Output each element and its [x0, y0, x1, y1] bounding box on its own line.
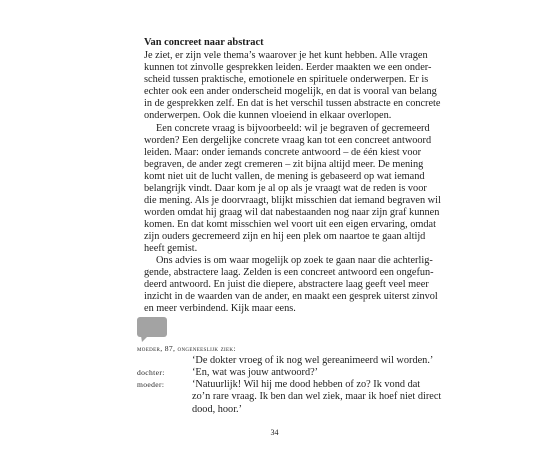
body-line: kunnen tot zinvolle gesprekken leiden. Eerder maakten we een onder- [144, 62, 432, 73]
section-heading: Van concreet naar abstract [144, 37, 264, 48]
body-line: echter ook een ander onderscheid mogelijk, en dat is vooral van belang [144, 86, 437, 97]
dialogue-line: zo’n rare vraag. Ik ben dan wel ziek, maar ik hoef niet direct [192, 391, 442, 403]
body-line: en meer verbindend. Kijk maar eens. [144, 303, 296, 314]
body-line: belangrijk vindt. Daar kom je al op als je vraagt wat de reden is voor [144, 183, 427, 194]
body-line: gende, abstractere laag. Zelden is een concreet antwoord een ongefun- [144, 267, 434, 278]
dialogue-line: ‘En, wat was jouw antwoord?’ [192, 367, 319, 378]
page-number: 34 [270, 428, 279, 437]
body-line: komen. En dat komt misschien wel voort uit een eigen ervaring, omdat [144, 219, 436, 230]
dialogue-speech [192, 355, 434, 367]
speech-bubble-graphic [137, 317, 167, 343]
body-line: scheid tussen praktische, emotionele en spirituele onderwerpen. Er is [144, 74, 429, 85]
body-line: die mening. Als je doorvraagt, blijkt misschien dat iemand begraven wil [144, 195, 441, 206]
dialogue-line: dood, hoor.’ [192, 403, 243, 415]
body-line: deerd antwoord. En juist die diepere, abstractere laag geeft veel meer [144, 279, 429, 290]
body-line: Ons advies is om waar mogelijk op zoek te gaan naar die achterlig- [156, 255, 433, 266]
body-line: Je ziet, er zijn vele thema’s waarover je het kunt hebben. Alle vragen [144, 50, 428, 61]
dialogue-speech [192, 367, 417, 379]
body-line: zijn ouders gecremeerd zijn en hij een plek om naartoe te gaan altijd [144, 231, 426, 242]
dialogue-speaker: dochter: [137, 368, 165, 377]
body-line: heeft gemist. [144, 243, 198, 254]
body-line: onderwerpen. Ook die kunnen vloeiend in elkaar overlopen. [144, 110, 392, 121]
dialogue-speaker: moeder: [137, 380, 165, 389]
body-line: begraven, de ander zegt cremeren – zit bijna altijd meer. De mening [144, 159, 424, 170]
body-line: in de gesprekken zelf. En dat is het verschil tussen abstracte en concrete [144, 98, 441, 109]
body-line: worden omdat hij graag wil dat nabestaanden nog naar zijn graf kunnen [144, 207, 440, 218]
dialogue-line: ‘Natuurlijk! Wil hij me dood hebben of zo? Ik vond dat [192, 379, 421, 390]
body-line: leiden. Maar: onder iemands concrete antwoord – de één kiest voor [144, 147, 422, 158]
body-line: worden? Een dergelijke concrete vraag kan tot een concreet antwoord [144, 135, 432, 146]
body-line: komt niet uit de lucht vallen, de mening is gebaseerd op wat iemand [144, 171, 425, 182]
body-line: Een concrete vraag is bijvoorbeeld: wil je begraven of gecremeerd [156, 123, 430, 134]
dialogue-attribution: moeder, 87, ongeneeslijk ziek: [137, 344, 236, 353]
speech-bubble-icon [137, 317, 167, 343]
dialogue-line: ‘De dokter vroeg of ik nog wel gereanimeerd wil worden.’ [192, 355, 434, 366]
body-line: inzicht in de waarden van de ander, en maakt een gesprek uiterst zinvol [144, 291, 438, 302]
dialogue-speech [192, 379, 442, 416]
